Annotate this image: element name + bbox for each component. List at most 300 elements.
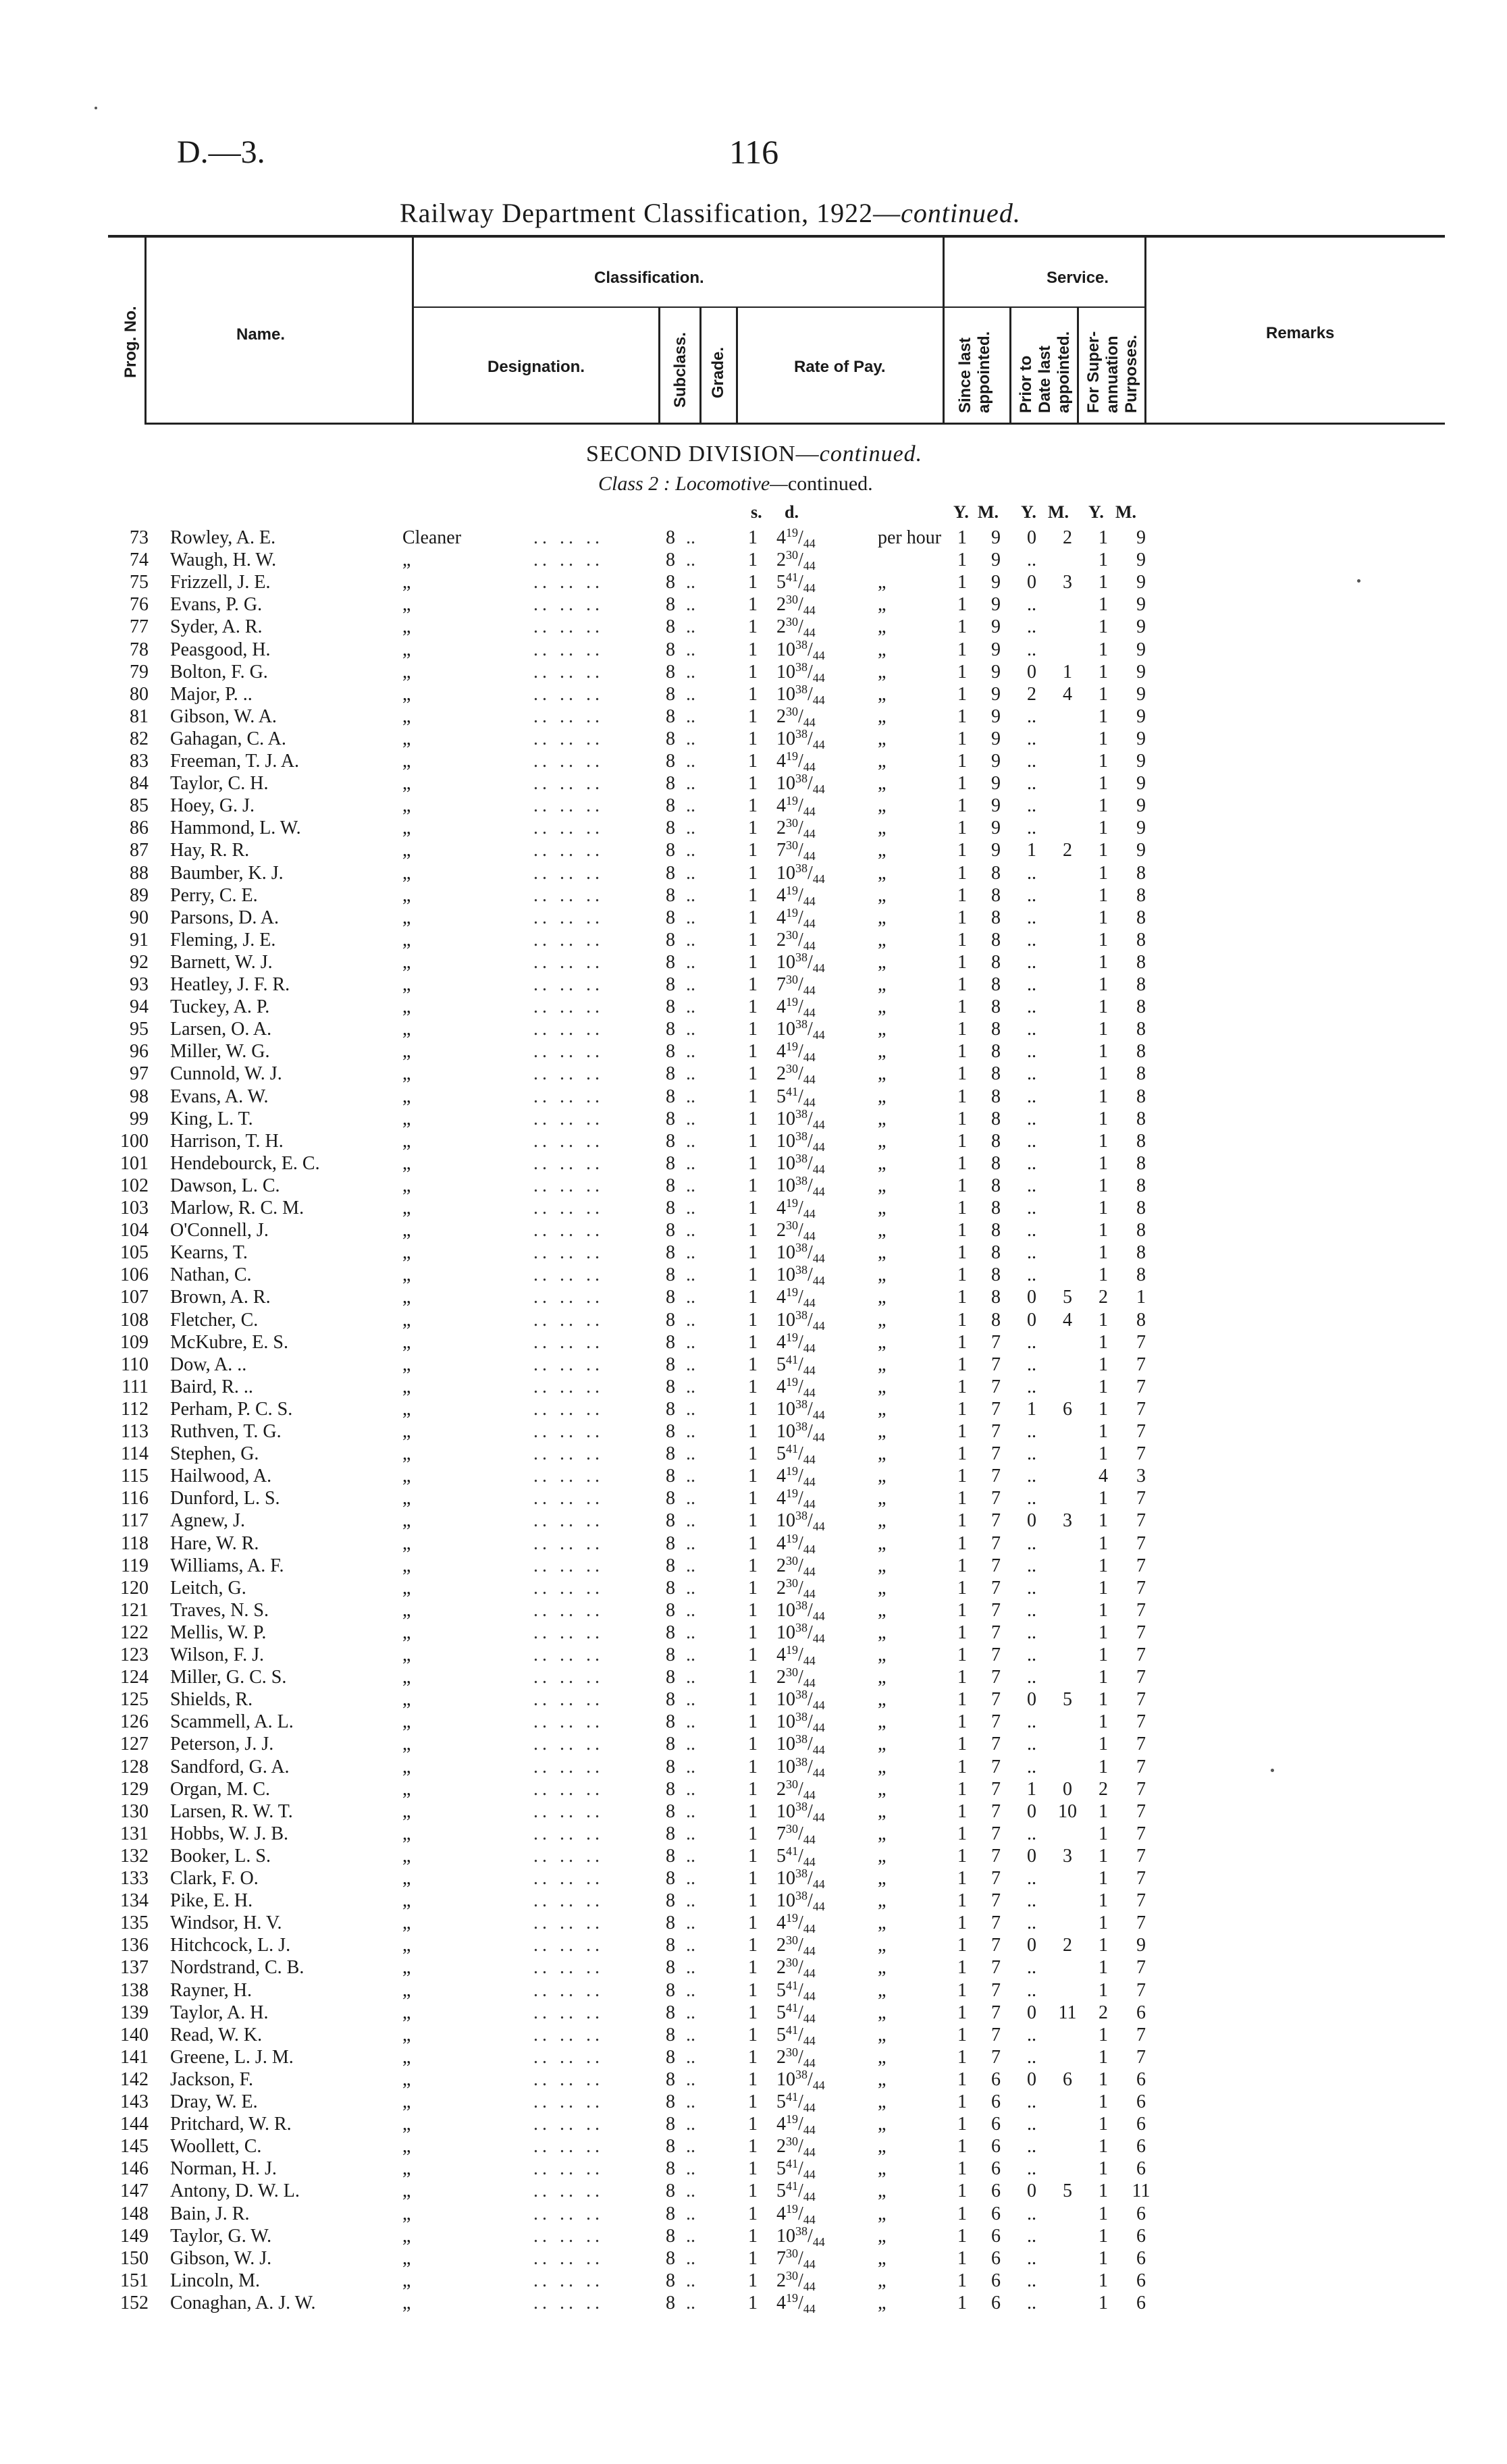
grade: 1 xyxy=(748,1823,758,1844)
employee-name: King, L. T. xyxy=(170,1108,253,1129)
leader-dots: .. xyxy=(686,1912,695,1934)
since-years: 1 xyxy=(957,1063,967,1085)
super-years: 1 xyxy=(1099,974,1108,995)
since-months: 6 xyxy=(991,2270,1001,2291)
rate-unit: „ xyxy=(878,1175,887,1196)
scan-speck xyxy=(1357,579,1360,583)
employee-name: Rowley, A. E. xyxy=(170,527,276,548)
rate-of-pay: $10^{38}/_{44}$ xyxy=(776,1017,825,1042)
designation: „ xyxy=(402,1198,411,1218)
rate-of-pay: $5^{41}/_{44}$ xyxy=(776,1442,816,1467)
unit-pence: d. xyxy=(785,502,799,522)
table-row xyxy=(0,907,1507,929)
super-years: 1 xyxy=(1099,818,1108,839)
leader-dots: .. .. .. xyxy=(533,1711,604,1733)
rate-of-pay: $5^{41}/_{44}$ xyxy=(776,2090,816,2114)
super-years: 1 xyxy=(1099,1734,1108,1755)
table-row xyxy=(0,1264,1507,1286)
prog-no: 130 xyxy=(120,1800,149,1822)
subclass: 8 xyxy=(666,2203,675,2224)
grade: 1 xyxy=(748,1466,758,1487)
designation: „ xyxy=(402,840,411,861)
super-months: 7 xyxy=(1136,1488,1146,1509)
grade: 1 xyxy=(748,1800,758,1822)
employee-name: Hay, R. R. xyxy=(170,840,250,861)
leader-dots: .. xyxy=(686,1309,695,1331)
prior-years: 0 xyxy=(1027,1287,1036,1308)
since-years: 1 xyxy=(957,2203,967,2224)
leader-dots: .. xyxy=(686,1287,695,1308)
subclass: 8 xyxy=(666,2068,675,2090)
since-years: 1 xyxy=(957,773,967,795)
subclass: 8 xyxy=(666,1086,675,1107)
super-years: 1 xyxy=(1099,705,1108,727)
super-years: 4 xyxy=(1099,1466,1108,1487)
employee-name: Waugh, H. W. xyxy=(170,550,277,571)
since-years: 1 xyxy=(957,751,967,772)
since-months: 8 xyxy=(991,1130,1001,1152)
grade: 1 xyxy=(748,527,758,548)
table-row xyxy=(0,1890,1507,1912)
designation: „ xyxy=(402,1622,411,1643)
leader-dots: .. .. .. xyxy=(533,1689,604,1711)
designation: „ xyxy=(402,2136,411,2158)
rate-of-pay: $10^{38}/_{44}$ xyxy=(776,1732,825,1757)
since-months: 6 xyxy=(991,2247,1001,2269)
prog-no: 82 xyxy=(130,728,149,749)
prior-months: 4 xyxy=(1063,1309,1072,1331)
since-months: 7 xyxy=(991,1689,1001,1711)
table-row xyxy=(0,973,1507,996)
prior-years: .. xyxy=(1027,1331,1036,1353)
table-row xyxy=(0,1241,1507,1264)
super-years: 1 xyxy=(1099,1376,1108,1397)
super-months: 6 xyxy=(1136,2203,1146,2224)
prog-no: 126 xyxy=(120,1711,149,1733)
employee-name: Peterson, J. J. xyxy=(170,1734,274,1755)
employee-name: Brown, A. R. xyxy=(170,1287,271,1308)
class-label: Class 2 : Locomotive— xyxy=(598,473,788,495)
prog-no: 78 xyxy=(130,639,149,660)
since-years: 1 xyxy=(957,1800,967,1822)
since-months: 7 xyxy=(991,1443,1001,1465)
rate-unit: „ xyxy=(878,1689,887,1711)
rate-unit: „ xyxy=(878,974,887,995)
prog-no: 108 xyxy=(120,1309,149,1331)
prog-no: 115 xyxy=(121,1466,149,1487)
since-months: 9 xyxy=(991,527,1001,548)
since-months: 7 xyxy=(991,1599,1001,1621)
prog-no: 121 xyxy=(120,1599,149,1621)
super-months: 3 xyxy=(1136,1466,1146,1487)
subclass: 8 xyxy=(666,840,675,861)
leader-dots: .. .. .. xyxy=(533,2068,604,2090)
prog-no: 97 xyxy=(130,1063,149,1085)
rate-unit: „ xyxy=(878,1198,887,1218)
super-months: 8 xyxy=(1136,1220,1146,1241)
prior-years: .. xyxy=(1027,1086,1036,1107)
subclass: 8 xyxy=(666,1778,675,1800)
super-months: 6 xyxy=(1136,2225,1146,2247)
grade: 1 xyxy=(748,2203,758,2224)
prog-no: 77 xyxy=(130,616,149,638)
grade: 1 xyxy=(748,639,758,660)
table-row xyxy=(0,1800,1507,1823)
super-months: 8 xyxy=(1136,1175,1146,1196)
super-years: 1 xyxy=(1099,1398,1108,1420)
super-years: 1 xyxy=(1099,728,1108,749)
grade: 1 xyxy=(748,907,758,928)
since-years: 1 xyxy=(957,616,967,638)
leader-dots: .. .. .. xyxy=(533,1220,604,1241)
designation: „ xyxy=(402,2091,411,2112)
super-years: 1 xyxy=(1099,1935,1108,1956)
leader-dots: .. xyxy=(686,1398,695,1420)
super-months: 9 xyxy=(1136,705,1146,727)
subclass: 8 xyxy=(666,527,675,548)
since-years: 1 xyxy=(957,1466,967,1487)
prior-years: 0 xyxy=(1027,661,1036,682)
leader-dots: .. .. .. xyxy=(533,884,604,906)
super-months: 7 xyxy=(1136,1957,1146,1979)
employee-name: Read, W. K. xyxy=(170,2024,263,2045)
subclass: 8 xyxy=(666,1912,675,1934)
super-years: 1 xyxy=(1099,1912,1108,1934)
since-months: 8 xyxy=(991,1063,1001,1085)
designation: „ xyxy=(402,1555,411,1576)
since-months: 7 xyxy=(991,1622,1001,1643)
since-years: 1 xyxy=(957,2158,967,2180)
leader-dots: .. xyxy=(686,1845,695,1867)
grade: 1 xyxy=(748,1935,758,1956)
grade: 1 xyxy=(748,951,758,973)
rate-of-pay: $2^{30}/_{44}$ xyxy=(776,1777,816,1802)
table-row xyxy=(0,1197,1507,1219)
since-months: 7 xyxy=(991,1532,1001,1554)
super-years: 1 xyxy=(1099,1152,1108,1174)
class-continued: continued. xyxy=(787,473,873,495)
prior-months: 6 xyxy=(1063,1398,1072,1420)
leader-dots: .. xyxy=(686,1823,695,1844)
super-months: 6 xyxy=(1136,2292,1146,2313)
employee-name: Harrison, T. H. xyxy=(170,1130,284,1152)
leader-dots: .. .. .. xyxy=(533,840,604,861)
super-years: 1 xyxy=(1099,1800,1108,1822)
since-months: 9 xyxy=(991,594,1001,616)
table-row xyxy=(0,2225,1507,2247)
table-row xyxy=(0,1130,1507,1152)
since-years: 1 xyxy=(957,527,967,548)
rate-of-pay: $10^{38}/_{44}$ xyxy=(776,1889,825,1914)
prior-years: .. xyxy=(1027,1019,1036,1040)
super-years: 1 xyxy=(1099,1354,1108,1375)
designation: „ xyxy=(402,2002,411,2023)
rate-of-pay: $10^{38}/_{44}$ xyxy=(776,1420,825,1444)
since-years: 1 xyxy=(957,572,967,593)
super-years: 2 xyxy=(1099,1287,1108,1308)
employee-name: Windsor, H. V. xyxy=(170,1912,282,1934)
designation: „ xyxy=(402,818,411,839)
section-title-main: SECOND DIVISION— xyxy=(586,441,820,466)
rate-unit: „ xyxy=(878,1443,887,1465)
super-years: 1 xyxy=(1099,1242,1108,1264)
rate-unit: „ xyxy=(878,884,887,906)
table-row xyxy=(0,1354,1507,1376)
super-months: 9 xyxy=(1136,550,1146,571)
table-row xyxy=(0,951,1507,973)
subclass: 8 xyxy=(666,2091,675,2112)
leader-dots: .. .. .. xyxy=(533,1532,604,1554)
designation: „ xyxy=(402,2225,411,2247)
rate-of-pay: $10^{38}/_{44}$ xyxy=(776,1241,825,1266)
employee-name: Taylor, G. W. xyxy=(170,2225,272,2247)
leader-dots: .. xyxy=(686,1466,695,1487)
rate-unit: „ xyxy=(878,1890,887,1912)
since-months: 7 xyxy=(991,1711,1001,1733)
super-years: 1 xyxy=(1099,2091,1108,2112)
table-row xyxy=(0,571,1507,593)
prior-years: .. xyxy=(1027,1622,1036,1643)
grade: 1 xyxy=(748,1689,758,1711)
super-years: 1 xyxy=(1099,1510,1108,1532)
prior-years: .. xyxy=(1027,2091,1036,2112)
prior-years: .. xyxy=(1027,2158,1036,2180)
leader-dots: .. .. .. xyxy=(533,1622,604,1643)
prog-no: 140 xyxy=(120,2024,149,2045)
prog-no: 123 xyxy=(120,1644,149,1665)
grade: 1 xyxy=(748,1488,758,1509)
subclass: 8 xyxy=(666,594,675,616)
employee-name: Dray, W. E. xyxy=(170,2091,258,2112)
since-months: 7 xyxy=(991,1868,1001,1889)
super-years: 1 xyxy=(1099,550,1108,571)
employee-name: Syder, A. R. xyxy=(170,616,263,638)
super-years: 1 xyxy=(1099,527,1108,548)
leader-dots: .. .. .. xyxy=(533,1935,604,1956)
designation: „ xyxy=(402,2270,411,2291)
since-years: 1 xyxy=(957,2292,967,2313)
super-months: 7 xyxy=(1136,1622,1146,1643)
grade: 1 xyxy=(748,884,758,906)
prior-years: .. xyxy=(1027,2270,1036,2291)
table-row xyxy=(0,1555,1507,1577)
designation: „ xyxy=(402,929,411,950)
employee-name: Fleming, J. E. xyxy=(170,929,276,950)
since-years: 1 xyxy=(957,2024,967,2045)
leader-dots: .. .. .. xyxy=(533,1086,604,1107)
designation: „ xyxy=(402,728,411,749)
grade: 1 xyxy=(748,2068,758,2090)
leader-dots: .. xyxy=(686,1242,695,1264)
designation: „ xyxy=(402,639,411,660)
super-years: 1 xyxy=(1099,2158,1108,2180)
super-years: 1 xyxy=(1099,1599,1108,1621)
rate-of-pay: $10^{38}/_{44}$ xyxy=(776,1620,825,1645)
super-years: 1 xyxy=(1099,2136,1108,2158)
since-years: 1 xyxy=(957,818,967,839)
grade: 1 xyxy=(748,1912,758,1934)
subclass: 8 xyxy=(666,1667,675,1688)
header-since-last-appointed: Since last appointed. xyxy=(956,331,993,413)
leader-dots: .. xyxy=(686,705,695,727)
designation: „ xyxy=(402,550,411,571)
since-months: 7 xyxy=(991,1912,1001,1934)
prog-no: 90 xyxy=(130,907,149,928)
prog-no: 149 xyxy=(120,2225,149,2247)
leader-dots: .. xyxy=(686,1063,695,1085)
prog-no: 111 xyxy=(122,1376,149,1397)
prog-no: 81 xyxy=(130,705,149,727)
since-years: 1 xyxy=(957,1510,967,1532)
since-months: 9 xyxy=(991,661,1001,682)
table-row xyxy=(0,1063,1507,1085)
rate-unit: „ xyxy=(878,2203,887,2224)
rate-of-pay: $10^{38}/_{44}$ xyxy=(776,861,825,886)
prior-years: .. xyxy=(1027,1890,1036,1912)
designation: „ xyxy=(402,884,411,906)
prior-years: .. xyxy=(1027,1979,1036,2001)
rate-unit: „ xyxy=(878,862,887,884)
since-months: 8 xyxy=(991,1220,1001,1241)
leader-dots: .. xyxy=(686,1086,695,1107)
rate-of-pay: $2^{30}/_{44}$ xyxy=(776,1956,816,1981)
leader-dots: .. .. .. xyxy=(533,1421,604,1442)
super-years: 1 xyxy=(1099,2292,1108,2313)
since-years: 1 xyxy=(957,929,967,950)
employee-name: Booker, L. S. xyxy=(170,1845,271,1867)
since-months: 8 xyxy=(991,862,1001,884)
grade: 1 xyxy=(748,929,758,950)
table-row xyxy=(0,705,1507,728)
prior-years: 0 xyxy=(1027,1800,1036,1822)
rate-unit: „ xyxy=(878,996,887,1018)
prog-no: 98 xyxy=(130,1086,149,1107)
leader-dots: .. .. .. xyxy=(533,683,604,705)
since-months: 7 xyxy=(991,2002,1001,2023)
prior-years: .. xyxy=(1027,2046,1036,2068)
employee-name: Nordstrand, C. B. xyxy=(170,1957,305,1979)
rate-of-pay: $5^{41}/_{44}$ xyxy=(776,1084,816,1109)
rate-unit: „ xyxy=(878,1287,887,1308)
subclass: 8 xyxy=(666,1845,675,1867)
table-row xyxy=(0,2292,1507,2314)
rate-unit: „ xyxy=(878,2292,887,2313)
employee-name: Kearns, T. xyxy=(170,1242,248,1264)
designation: „ xyxy=(402,1532,411,1554)
table-row xyxy=(0,1309,1507,1331)
since-years: 1 xyxy=(957,1443,967,1465)
super-months: 7 xyxy=(1136,1510,1146,1532)
super-years: 1 xyxy=(1099,639,1108,660)
designation: „ xyxy=(402,795,411,817)
grade: 1 xyxy=(748,1152,758,1174)
prior-years: .. xyxy=(1027,862,1036,884)
rate-of-pay: $10^{38}/_{44}$ xyxy=(776,2224,825,2249)
rate-of-pay: $2^{30}/_{44}$ xyxy=(776,1933,816,1958)
prior-years: 0 xyxy=(1027,1510,1036,1532)
prog-no: 120 xyxy=(120,1577,149,1599)
super-months: 6 xyxy=(1136,2091,1146,2112)
prior-months: 3 xyxy=(1063,1510,1072,1532)
leader-dots: .. xyxy=(686,1599,695,1621)
super-months: 8 xyxy=(1136,974,1146,995)
table-row xyxy=(0,1219,1507,1241)
prior-years: .. xyxy=(1027,2203,1036,2224)
prog-no: 142 xyxy=(120,2068,149,2090)
since-years: 1 xyxy=(957,1667,967,1688)
rate-of-pay: $10^{38}/_{44}$ xyxy=(776,1173,825,1198)
since-months: 7 xyxy=(991,1398,1001,1420)
since-months: 7 xyxy=(991,1935,1001,1956)
leader-dots: .. xyxy=(686,1957,695,1979)
grade: 1 xyxy=(748,1175,758,1196)
leader-dots: .. xyxy=(686,661,695,682)
prior-years: .. xyxy=(1027,1108,1036,1129)
super-years: 1 xyxy=(1099,1622,1108,1643)
leader-dots: .. .. .. xyxy=(533,2114,604,2135)
super-years: 1 xyxy=(1099,1063,1108,1085)
rate-of-pay: $5^{41}/_{44}$ xyxy=(776,2023,816,2047)
since-months: 8 xyxy=(991,1264,1001,1286)
grade: 1 xyxy=(748,2114,758,2135)
rate-unit: „ xyxy=(878,1912,887,1934)
employee-name: Nathan, C. xyxy=(170,1264,252,1286)
employee-name: Bolton, F. G. xyxy=(170,661,268,682)
page-number: 116 xyxy=(729,133,779,171)
table-row xyxy=(0,839,1507,861)
leader-dots: .. xyxy=(686,1577,695,1599)
designation: „ xyxy=(402,1711,411,1733)
rate-of-pay: $2^{30}/_{44}$ xyxy=(776,1665,816,1690)
super-years: 1 xyxy=(1099,840,1108,861)
grade: 1 xyxy=(748,1756,758,1777)
super-months: 8 xyxy=(1136,1264,1146,1286)
subclass: 8 xyxy=(666,1734,675,1755)
since-years: 1 xyxy=(957,1086,967,1107)
prog-no: 106 xyxy=(120,1264,149,1286)
super-months: 8 xyxy=(1136,907,1146,928)
employee-name: Perham, P. C. S. xyxy=(170,1398,293,1420)
prior-years: .. xyxy=(1027,2247,1036,2269)
unit-prior-years: Y. xyxy=(1021,502,1036,522)
table-row xyxy=(0,1398,1507,1420)
leader-dots: .. xyxy=(686,1510,695,1532)
table-row xyxy=(0,527,1507,549)
rate-unit: „ xyxy=(878,572,887,593)
designation: „ xyxy=(402,1063,411,1085)
leader-dots: .. xyxy=(686,974,695,995)
leader-dots: .. .. .. xyxy=(533,1063,604,1085)
prior-years: .. xyxy=(1027,1667,1036,1688)
rate-unit: „ xyxy=(878,818,887,839)
employee-name: Pike, E. H. xyxy=(170,1890,253,1912)
rate-unit: „ xyxy=(878,1711,887,1733)
prog-no: 150 xyxy=(120,2247,149,2269)
leader-dots: .. .. .. xyxy=(533,1890,604,1912)
since-years: 1 xyxy=(957,2225,967,2247)
table-row xyxy=(0,1420,1507,1443)
super-months: 6 xyxy=(1136,2068,1146,2090)
rate-unit: „ xyxy=(878,639,887,660)
leader-dots: .. .. .. xyxy=(533,1957,604,1979)
rate-unit: „ xyxy=(878,1667,887,1688)
rate-unit: „ xyxy=(878,951,887,973)
super-years: 1 xyxy=(1099,616,1108,638)
prior-years: .. xyxy=(1027,1354,1036,1375)
leader-dots: .. .. .. xyxy=(533,1354,604,1375)
since-years: 1 xyxy=(957,1935,967,1956)
designation: „ xyxy=(402,1466,411,1487)
